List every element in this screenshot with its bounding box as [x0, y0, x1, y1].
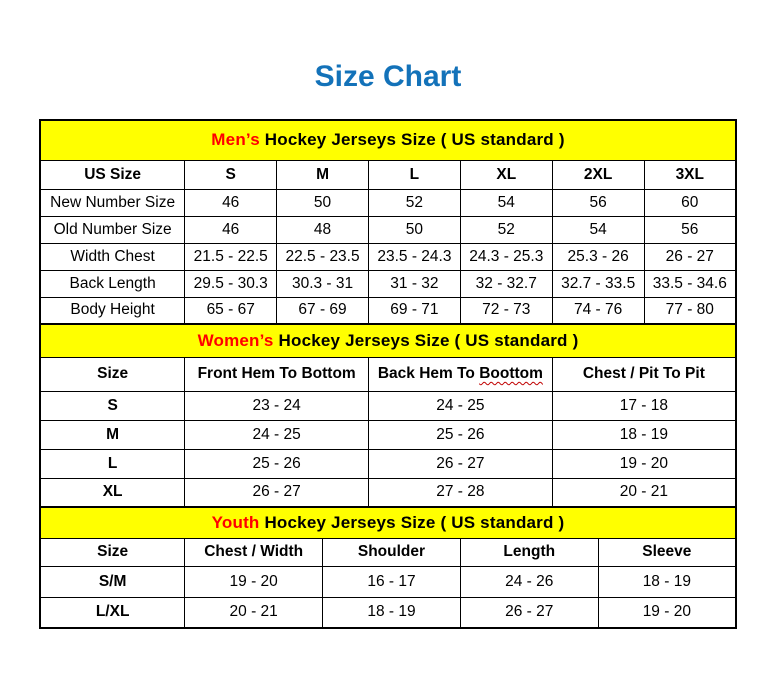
- women-row-label: XL: [40, 478, 185, 507]
- youth-value-cell: 20 - 21: [185, 597, 323, 628]
- youth-column-header: Chest / Width: [185, 538, 323, 566]
- women-value-cell: 19 - 20: [552, 449, 736, 478]
- women-value-cell: 23 - 24: [185, 391, 369, 420]
- youth-size-table: [39, 506, 737, 629]
- men-value-cell: 56: [644, 216, 736, 243]
- men-value-cell: 46: [185, 216, 277, 243]
- men-size-table: [39, 119, 737, 325]
- youth-row-label: L/XL: [40, 597, 185, 628]
- men-value-cell: 26 - 27: [644, 243, 736, 270]
- women-banner-highlight: Women’s: [197, 330, 274, 350]
- men-column-header: 2XL: [552, 160, 644, 189]
- youth-value-cell: 24 - 26: [460, 566, 598, 597]
- youth-value-cell: 19 - 20: [185, 566, 323, 597]
- youth-value-cell: 18 - 19: [598, 566, 736, 597]
- women-header-row: [40, 357, 736, 391]
- men-value-cell: 29.5 - 30.3: [185, 270, 277, 297]
- size-tables: [39, 119, 737, 629]
- men-value-cell: 25.3 - 26: [552, 243, 644, 270]
- men-value-cell: 56: [552, 189, 644, 216]
- women-banner-text: Hockey Jerseys Size ( US standard ): [273, 330, 579, 350]
- men-table-row: [40, 216, 736, 243]
- women-row-label: S: [40, 391, 185, 420]
- men-banner-text: Hockey Jerseys Size ( US standard ): [259, 130, 565, 150]
- youth-value-cell: 16 - 17: [323, 566, 461, 597]
- men-row-label: Body Height: [40, 297, 185, 324]
- page-title: Size Chart: [314, 60, 462, 93]
- women-section-banner: [40, 324, 736, 357]
- youth-banner-highlight: Youth: [211, 512, 260, 532]
- men-column-header: 3XL: [644, 160, 736, 189]
- youth-banner-text: Hockey Jerseys Size ( US standard ): [259, 512, 565, 532]
- men-column-header: XL: [460, 160, 552, 189]
- women-banner-row: [40, 324, 736, 357]
- men-table-row: [40, 243, 736, 270]
- women-table-row: [40, 478, 736, 507]
- men-value-cell: 21.5 - 22.5: [185, 243, 277, 270]
- men-row-label: Width Chest: [40, 243, 185, 270]
- men-value-cell: 52: [368, 189, 460, 216]
- men-value-cell: 24.3 - 25.3: [460, 243, 552, 270]
- men-value-cell: 31 - 32: [368, 270, 460, 297]
- men-header-row: [40, 160, 736, 189]
- men-value-cell: 54: [460, 189, 552, 216]
- men-value-cell: 60: [644, 189, 736, 216]
- men-value-cell: 52: [460, 216, 552, 243]
- women-column-header: Chest / Pit To Pit: [552, 357, 736, 391]
- men-table-row: [40, 297, 736, 324]
- youth-value-cell: 18 - 19: [323, 597, 461, 628]
- women-value-cell: 17 - 18: [552, 391, 736, 420]
- men-column-header: US Size: [40, 160, 185, 189]
- men-value-cell: 74 - 76: [552, 297, 644, 324]
- youth-value-cell: 26 - 27: [460, 597, 598, 628]
- youth-column-header: Shoulder: [323, 538, 461, 566]
- women-value-cell: 24 - 25: [185, 420, 369, 449]
- men-row-label: Back Length: [40, 270, 185, 297]
- youth-banner-row: [40, 507, 736, 538]
- youth-table-row: [40, 597, 736, 628]
- men-value-cell: 23.5 - 24.3: [368, 243, 460, 270]
- women-table-row: [40, 391, 736, 420]
- women-value-cell: 20 - 21: [552, 478, 736, 507]
- women-column-header: Back Hem To Boottom: [369, 357, 553, 391]
- men-value-cell: 54: [552, 216, 644, 243]
- women-row-label: L: [40, 449, 185, 478]
- men-section-banner: [40, 120, 736, 160]
- women-value-cell: 25 - 26: [369, 420, 553, 449]
- women-value-cell: 24 - 25: [369, 391, 553, 420]
- youth-value-cell: 19 - 20: [598, 597, 736, 628]
- women-column-header: Front Hem To Bottom: [185, 357, 369, 391]
- men-table-row: [40, 189, 736, 216]
- youth-section-banner: [40, 507, 736, 538]
- men-value-cell: 46: [185, 189, 277, 216]
- youth-column-header: Length: [460, 538, 598, 566]
- youth-header-row: [40, 538, 736, 566]
- women-value-cell: 26 - 27: [185, 478, 369, 507]
- men-column-header: M: [277, 160, 369, 189]
- women-table-row: [40, 449, 736, 478]
- women-value-cell: 27 - 28: [369, 478, 553, 507]
- men-value-cell: 33.5 - 34.6: [644, 270, 736, 297]
- women-size-table: [39, 323, 737, 508]
- men-value-cell: 72 - 73: [460, 297, 552, 324]
- men-value-cell: 32 - 32.7: [460, 270, 552, 297]
- youth-row-label: S/M: [40, 566, 185, 597]
- men-column-header: L: [368, 160, 460, 189]
- men-value-cell: 50: [277, 189, 369, 216]
- men-value-cell: 22.5 - 23.5: [277, 243, 369, 270]
- men-row-label: New Number Size: [40, 189, 185, 216]
- youth-column-header: Sleeve: [598, 538, 736, 566]
- men-banner-row: [40, 120, 736, 160]
- men-value-cell: 67 - 69: [277, 297, 369, 324]
- women-value-cell: 18 - 19: [552, 420, 736, 449]
- men-value-cell: 50: [368, 216, 460, 243]
- men-banner-highlight: Men’s: [211, 130, 260, 150]
- men-table-row: [40, 270, 736, 297]
- women-column-header: Size: [40, 357, 185, 391]
- misspelled-word: Boottom: [479, 365, 543, 382]
- men-value-cell: 32.7 - 33.5: [552, 270, 644, 297]
- youth-table-row: [40, 566, 736, 597]
- women-value-cell: 26 - 27: [369, 449, 553, 478]
- women-table-row: [40, 420, 736, 449]
- men-value-cell: 69 - 71: [368, 297, 460, 324]
- women-value-cell: 25 - 26: [185, 449, 369, 478]
- men-value-cell: 77 - 80: [644, 297, 736, 324]
- men-value-cell: 30.3 - 31: [277, 270, 369, 297]
- men-column-header: S: [185, 160, 277, 189]
- men-row-label: Old Number Size: [40, 216, 185, 243]
- men-value-cell: 48: [277, 216, 369, 243]
- youth-column-header: Size: [40, 538, 185, 566]
- men-value-cell: 65 - 67: [185, 297, 277, 324]
- women-row-label: M: [40, 420, 185, 449]
